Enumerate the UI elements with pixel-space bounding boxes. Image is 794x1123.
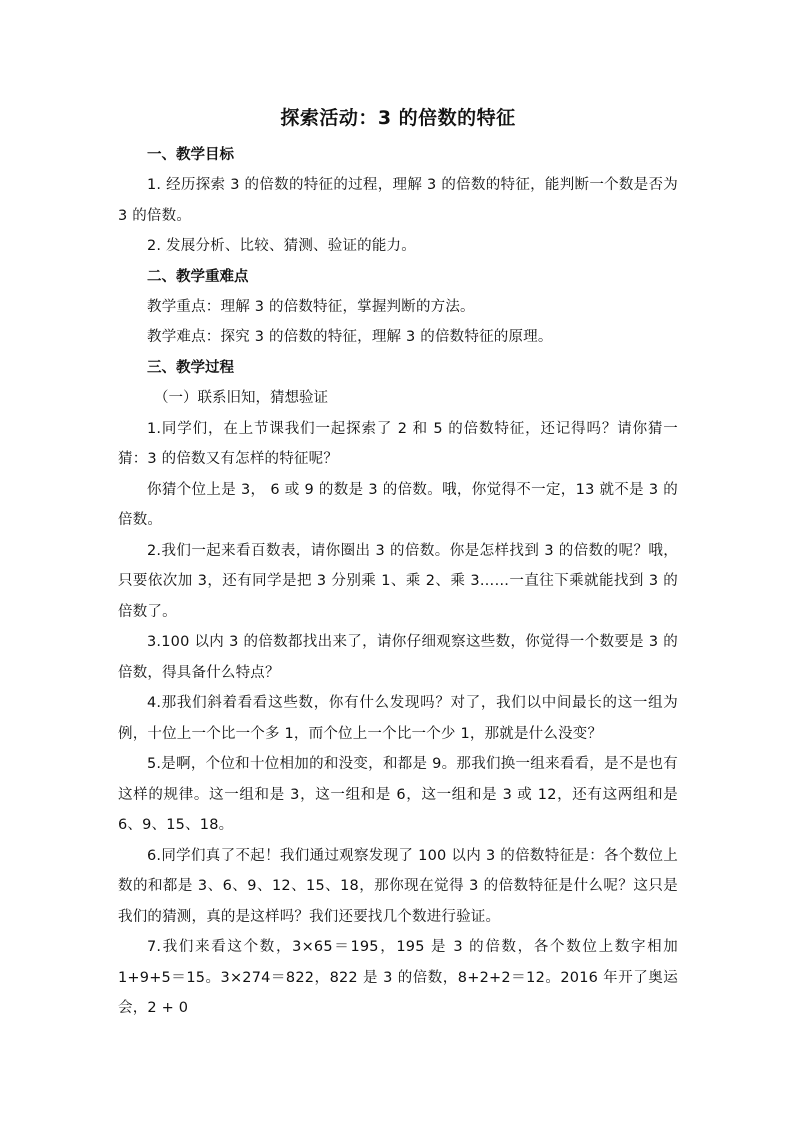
section-heading-process: 三、教学过程 <box>147 359 234 376</box>
paragraph: 你猜个位上是 3， 6 或 9 的数是 3 的倍数。哦，你觉得不一定，13 就不是 3 的倍数。 <box>118 481 678 528</box>
paragraph: 2. 发展分析、比较、猜测、验证的能力。 <box>147 238 416 254</box>
paragraph: 教学重点：理解 3 的倍数特征，掌握判断的方法。 <box>147 298 475 315</box>
paragraph: 7.我们来看这个数，3×65＝195，195 是 3 的倍数，各个数位上数字相加 1+9+5＝15。3×274＝822，822 是 3 的倍数，8+2+2＝12。2016 年开了奥运会，2 + 0 <box>118 939 678 1016</box>
document-title: 探索活动：3 的倍数的特征 <box>280 107 516 129</box>
paragraph: 教学难点：探究 3 的倍数的特征，理解 3 的倍数特征的原理。 <box>147 329 553 345</box>
document-body <box>118 104 678 1024</box>
paragraph: 5.是啊，个位和十位相加的和没变，和都是 9。那我们换一组来看看，是不是也有这样的规律。这一组和是 3，这一组和是 6，这一组和是 3 或 12，还有这两组和是 6、9、15、18。 <box>118 756 678 833</box>
section-heading-key-points: 二、教学重难点 <box>147 268 249 285</box>
section-heading-objectives: 一、教学目标 <box>147 147 234 163</box>
paragraph: 6.同学们真了不起！我们通过观察发现了 100 以内 3 的倍数特征是：各个数位上数的和都是 3、6、9、12、15、18，那你现在觉得 3 的倍数特征是什么呢？这只是我们的猜测，真的是这样吗？我们还要找几个数进行验证。 <box>118 847 678 925</box>
paragraph: 1. 经历探索 3 的倍数的特征的过程，理解 3 的倍数的特征，能判断一个数是否为 3 的倍数。 <box>118 177 678 224</box>
paragraph: 3.100 以内 3 的倍数都找出来了，请你仔细观察这些数，你觉得一个数要是 3 的倍数，得具备什么特点？ <box>118 634 678 681</box>
paragraph: 2.我们一起来看百数表，请你圈出 3 的倍数。你是怎样找到 3 的倍数的呢？哦，只要依次加 3，还有同学是把 3 分别乘 1、乘 2、乘 3……一直往下乘就能找到 3 的倍数了。 <box>118 542 678 620</box>
paragraph: 1.同学们，在上节课我们一起探索了 2 和 5 的倍数特征，还记得吗？请你猜一猜：3 的倍数又有怎样的特征呢？ <box>118 420 678 467</box>
subsection-heading: （一）联系旧知，猜想验证 <box>154 389 328 406</box>
paragraph: 4.那我们斜着看看这些数，你有什么发现吗？对了，我们以中间最长的这一组为例，十位上一个比一个多 1，而个位上一个比一个少 1，那就是什么没变？ <box>118 695 678 742</box>
